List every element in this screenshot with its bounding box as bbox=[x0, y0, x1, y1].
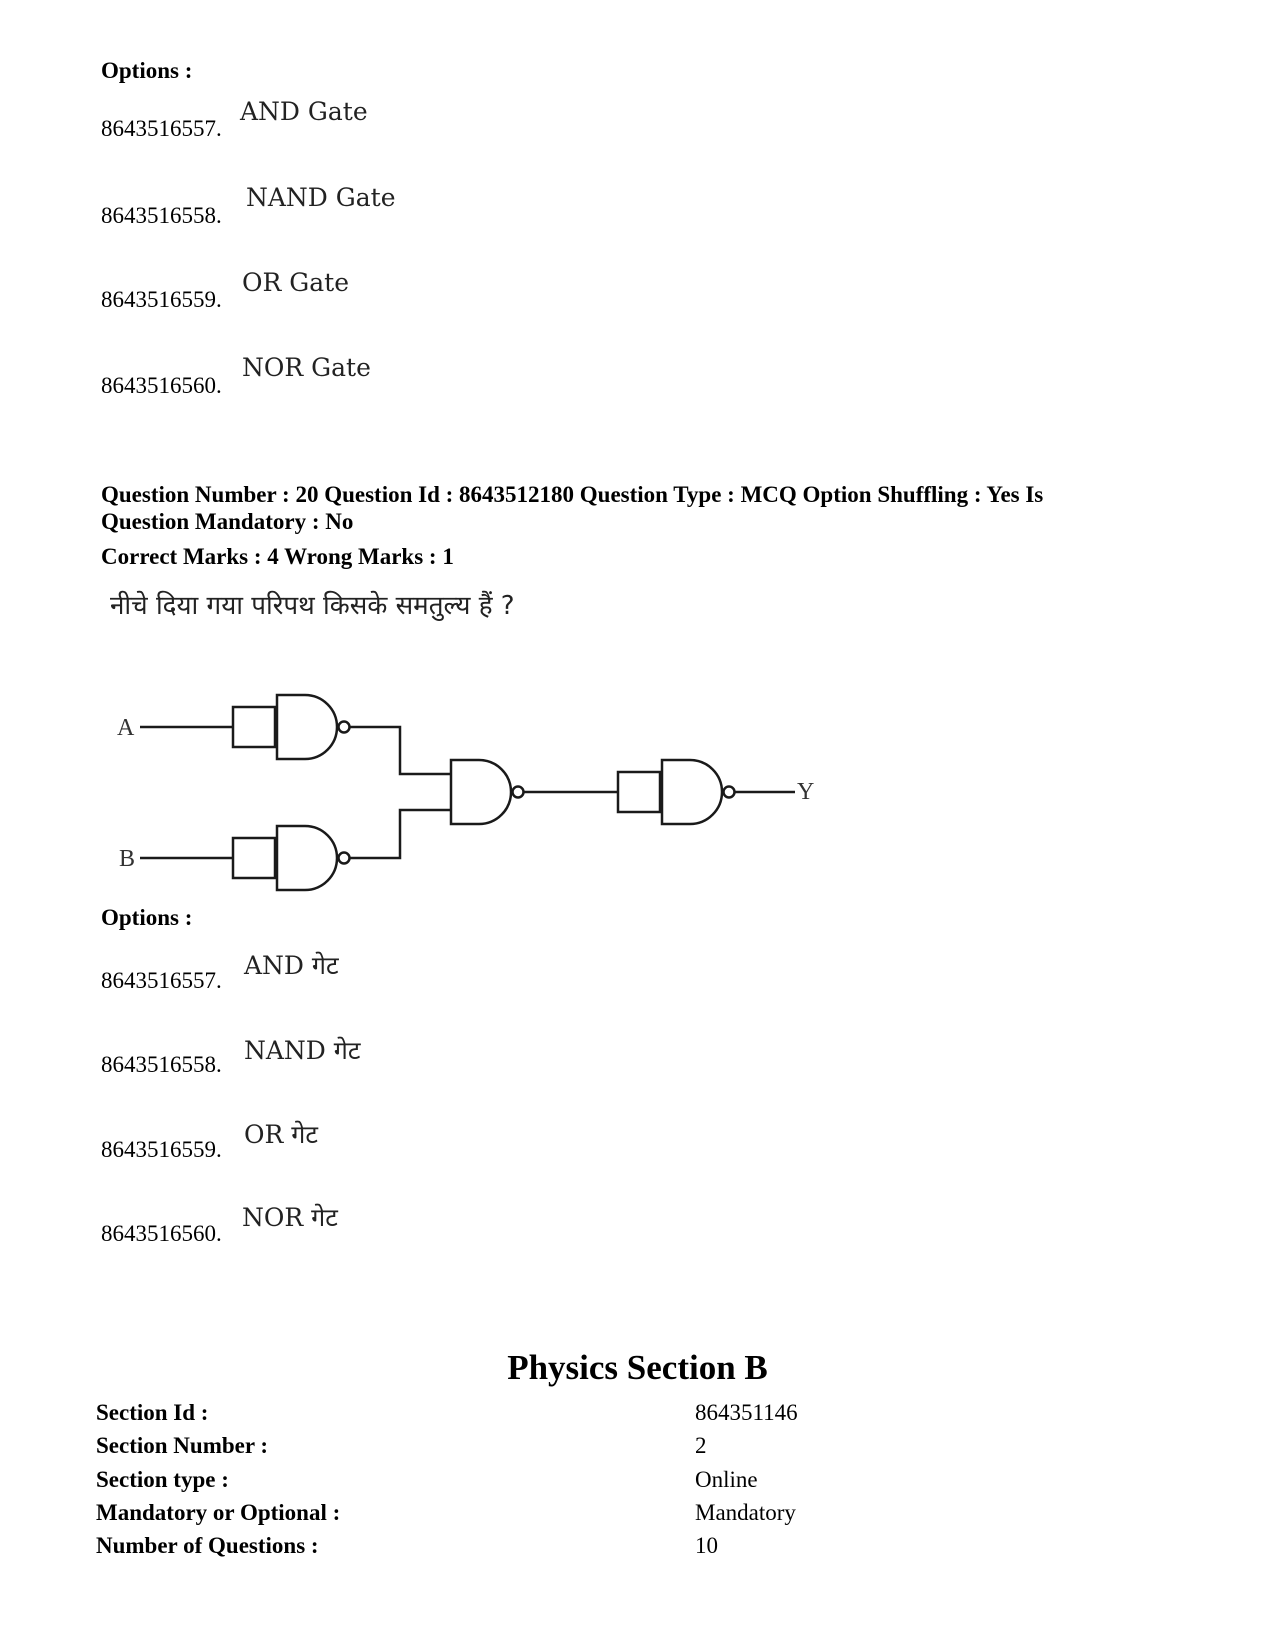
gate4-bubble bbox=[724, 787, 735, 798]
question-meta-line2: Question Mandatory : No bbox=[101, 509, 354, 534]
gate1-input-box bbox=[233, 707, 275, 747]
section-type-value: Online bbox=[695, 1467, 758, 1492]
option-id: 8643516558. bbox=[101, 1052, 222, 1077]
option-id: 8643516559. bbox=[101, 1137, 222, 1162]
question-text: नीचे दिया गया परिपथ किसके समतुल्य हैं ? bbox=[110, 591, 515, 621]
option-id: 8643516560. bbox=[101, 373, 222, 398]
gate1-bubble bbox=[339, 722, 350, 733]
options-heading: Options : bbox=[101, 58, 193, 83]
number-of-questions-label: Number of Questions : bbox=[96, 1533, 319, 1558]
question-meta-line1: Question Number : 20 Question Id : 8643512180 Question Type : MCQ Option Shuffling : Yes Is bbox=[101, 482, 1044, 507]
input-a-label: A bbox=[117, 715, 135, 741]
number-of-questions-value: 10 bbox=[695, 1533, 718, 1558]
mandatory-optional-value: Mandatory bbox=[695, 1500, 796, 1525]
option-text: NAND गेट bbox=[244, 1036, 361, 1065]
question-marks: Correct Marks : 4 Wrong Marks : 1 bbox=[101, 544, 454, 569]
option-id: 8643516560. bbox=[101, 1221, 222, 1246]
section-number-label: Section Number : bbox=[96, 1433, 269, 1458]
section-id-label: Section Id : bbox=[96, 1400, 209, 1425]
option-text: NOR Gate bbox=[242, 353, 371, 382]
section-title: Physics Section B bbox=[507, 1348, 768, 1387]
question-meta bbox=[101, 481, 1201, 535]
gate1-output-wire bbox=[350, 727, 450, 774]
gate3-bubble bbox=[513, 787, 524, 798]
option-id: 8643516557. bbox=[101, 968, 222, 993]
section-number-value: 2 bbox=[695, 1433, 707, 1458]
option-text: OR Gate bbox=[242, 268, 349, 297]
gate4-input-box bbox=[618, 772, 660, 812]
nand-gate-4 bbox=[662, 760, 722, 824]
section-type-label: Section type : bbox=[96, 1467, 229, 1492]
option-text: AND Gate bbox=[240, 97, 368, 126]
gate2-bubble bbox=[339, 853, 350, 864]
gate2-output-wire bbox=[350, 810, 450, 858]
option-id: 8643516559. bbox=[101, 287, 222, 312]
input-b-label: B bbox=[119, 846, 136, 872]
output-y-label: Y bbox=[797, 779, 815, 805]
logic-circuit-diagram bbox=[100, 670, 820, 900]
option-text: NOR गेट bbox=[242, 1203, 338, 1232]
gate2-input-box bbox=[233, 838, 275, 878]
option-id: 8643516557. bbox=[101, 116, 222, 141]
section-id-value: 864351146 bbox=[695, 1400, 798, 1425]
option-id: 8643516558. bbox=[101, 203, 222, 228]
nand-gate-1 bbox=[277, 695, 337, 759]
nand-gate-2 bbox=[277, 826, 337, 890]
option-text: AND गेट bbox=[244, 951, 339, 980]
option-text: NAND Gate bbox=[246, 183, 396, 212]
nand-gate-3 bbox=[451, 760, 511, 824]
option-text: OR गेट bbox=[244, 1120, 318, 1149]
mandatory-optional-label: Mandatory or Optional : bbox=[96, 1500, 341, 1525]
options-heading: Options : bbox=[101, 905, 193, 930]
